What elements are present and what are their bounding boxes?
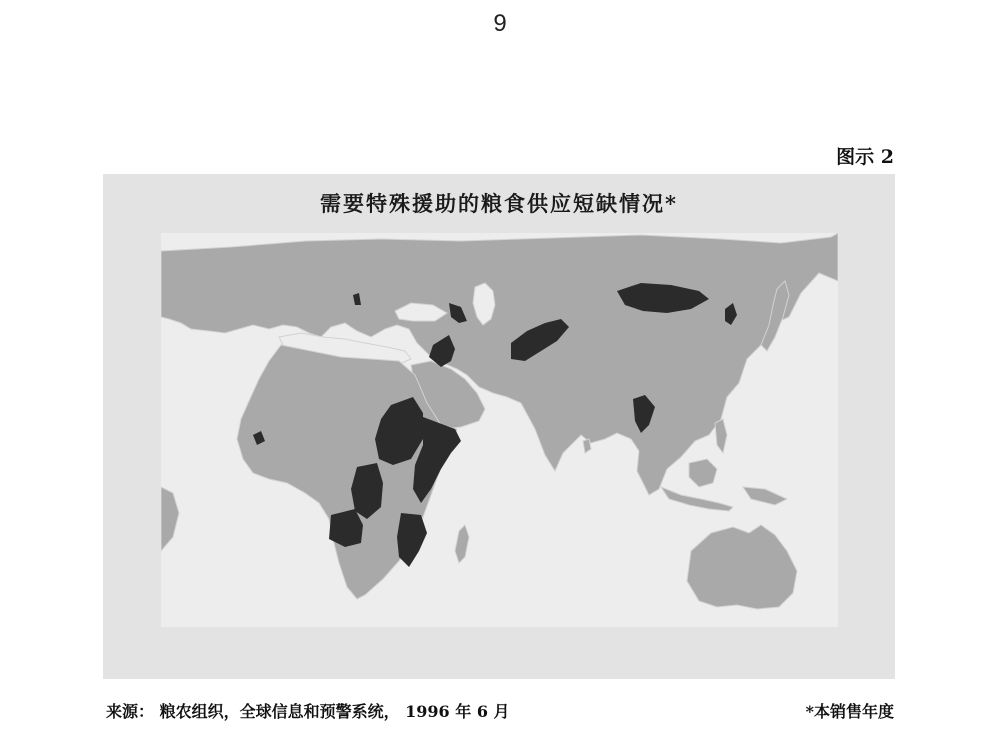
map-title: 需要特殊援助的粮食供应短缺情况*	[320, 191, 678, 216]
figure-frame	[103, 174, 895, 679]
source-citation: 来源： 粮农组织，全球信息和预警系统， 1996 年 6 月	[106, 702, 510, 721]
footnote: *本销售年度	[805, 702, 894, 721]
page-number: 9	[493, 10, 507, 37]
map-panel	[161, 233, 838, 627]
world-map	[161, 233, 838, 627]
figure-label: 图示 2	[836, 146, 894, 168]
